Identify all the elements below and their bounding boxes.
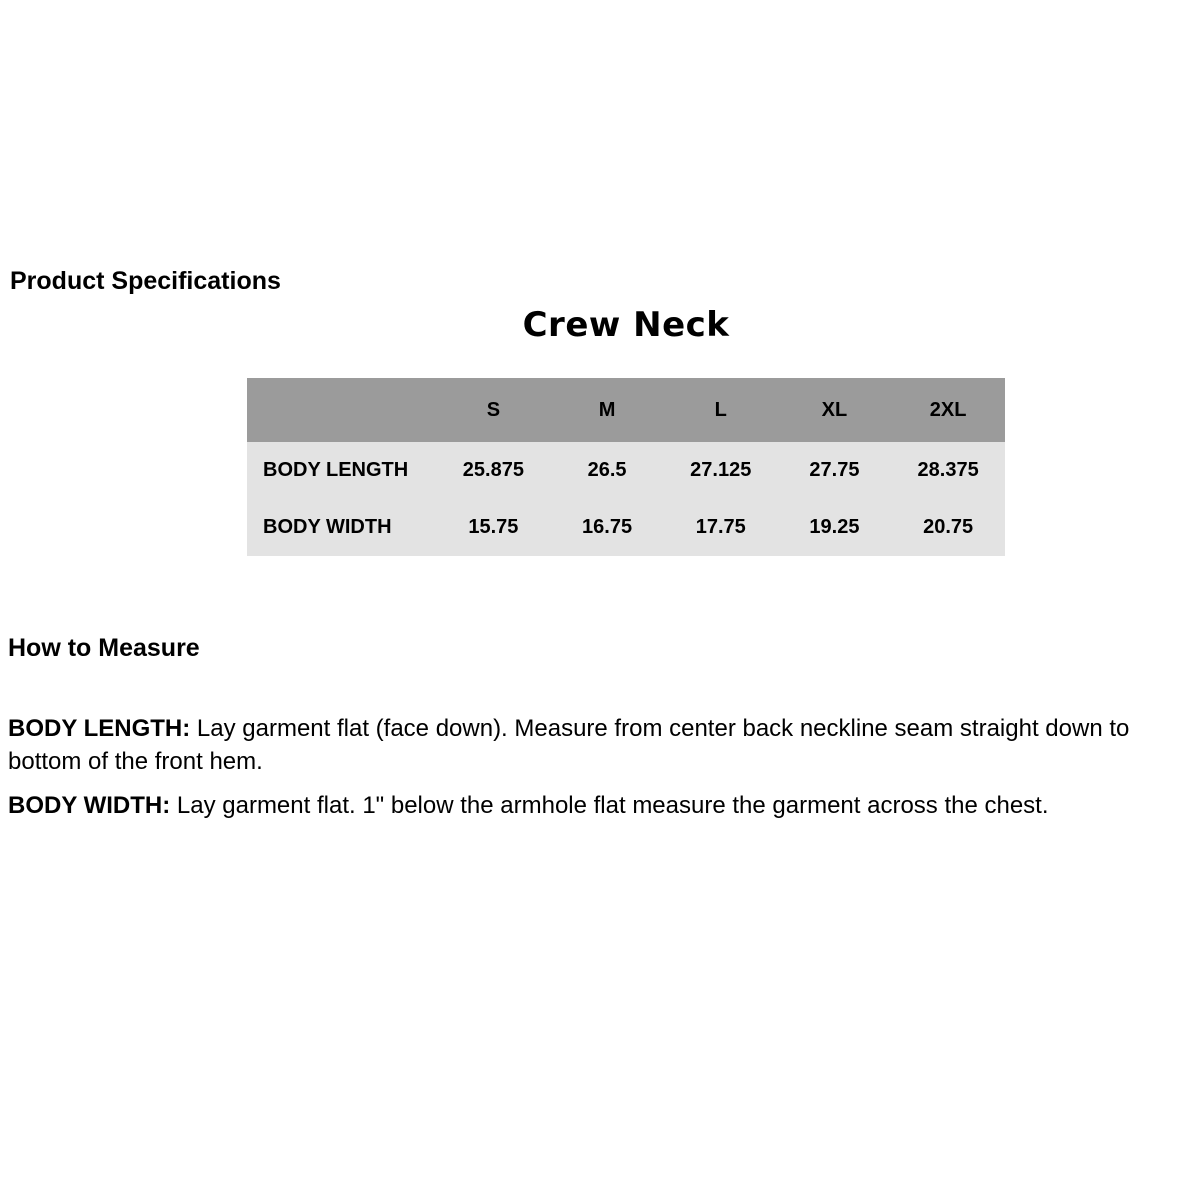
body-length-value-s: 25.875 (462, 459, 524, 481)
size-column-header-l: L (714, 398, 727, 421)
size-chart-table (247, 378, 1005, 556)
body-width-value-s: 15.75 (468, 516, 519, 538)
size-chart-corner-cell (247, 378, 437, 442)
page-title: Product Specifications (10, 267, 281, 295)
body-width-value-2xl: 20.75 (923, 516, 974, 538)
table-row-body-width (247, 499, 1005, 556)
size-column-header-2xl: 2XL (929, 398, 967, 421)
body-width-value-l: 17.75 (695, 516, 746, 538)
body-length-value-m: 26.5 (587, 459, 627, 481)
product-name-title: Crew Neck (522, 305, 730, 345)
table-row-body-length (247, 442, 1005, 499)
instruction-body-width-text: Lay garment flat. 1" below the armhole flat measure the garment across the chest. (176, 792, 1049, 819)
spec-section (247, 304, 1005, 556)
measurement-instructions (8, 712, 1193, 822)
body-length-value-xl: 27.75 (809, 459, 860, 481)
instruction-body-width-label: BODY WIDTH: (8, 792, 171, 819)
body-width-value-xl: 19.25 (809, 516, 860, 538)
body-length-value-l: 27.125 (690, 459, 752, 481)
instruction-body-width (8, 789, 1193, 822)
row-label-body-length: BODY LENGTH (263, 459, 409, 481)
body-width-value-m: 16.75 (582, 516, 633, 538)
size-column-header-xl: XL (821, 398, 848, 421)
size-column-header-s: S (486, 398, 501, 421)
body-length-value-2xl: 28.375 (917, 459, 979, 481)
instruction-body-length (8, 712, 1193, 778)
row-label-body-width: BODY WIDTH (263, 516, 392, 538)
how-to-measure-title: How to Measure (8, 634, 200, 662)
instruction-body-length-text: Lay garment flat (face down). Measure from center back neckline seam straight down to bottom of the front hem. (8, 715, 1130, 775)
instruction-body-length-label: BODY LENGTH: (8, 715, 191, 742)
size-column-header-m: M (598, 398, 616, 421)
size-chart-header-row (247, 378, 1005, 442)
